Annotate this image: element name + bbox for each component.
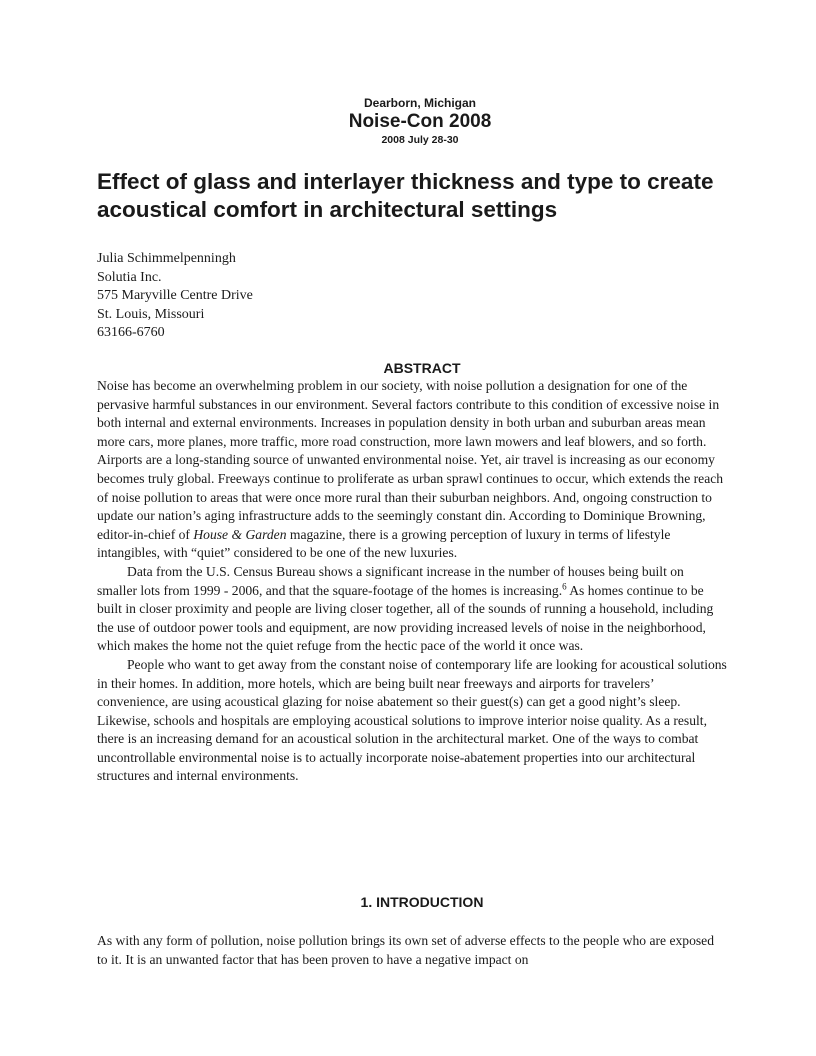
- abstract-paragraph-2: [97, 563, 727, 656]
- introduction-heading: 1. INTRODUCTION: [360, 894, 484, 910]
- reference-marker: 6: [562, 581, 567, 591]
- introduction-paragraph-1: As with any form of pollution, noise pollution brings its own set of adverse effects to the people who are exposed to it. It is an unwanted factor that has been proven to have a negative impact on: [97, 933, 715, 967]
- author-city: St. Louis, Missouri: [97, 306, 205, 322]
- abstract-heading: ABSTRACT: [383, 360, 461, 376]
- magazine-title: House & Garden: [193, 526, 287, 542]
- author-zip: 63166-6760: [97, 325, 165, 340]
- abstract-p1-text: Noise has become an overwhelming problem in our society, with noise pollution a designation for one of the pervasive harmful substances in our environment. Several factors contribute to this condition of excessive noise in both internal and external environments. Increases in population density in both urban and suburban areas mean more cars, more planes, more traffic, more road construction, more lawn mowers and leaf blowers, and so forth. Airports are a long-standing source of unwanted environmental noise. Yet, air travel is increasing as our economy becomes truly global. Freeways continue to proliferate as urban sprawl continues to occur, which extends the reach of noise pollution to areas that were once more rural than their suburban neighbors. And, ongoing construction to update our nation’s aging infrastructure adds to the seemingly constant din. According to Dominique Browning, editor-in-chief of: [97, 378, 724, 542]
- abstract-p2-text: Data from the U.S. Census Bureau shows a significant increase in the number of houses being built on smaller lots from 1999 - 2006, and that the square-footage of the homes is increasing.: [97, 563, 684, 598]
- author-street: 575 Maryville Centre Drive: [97, 288, 253, 303]
- abstract-body: [97, 377, 727, 786]
- introduction-body: [97, 932, 727, 969]
- abstract-p2-text-end: As homes continue to be built in closer proximity and people are living closer together, all of the sounds of running a household, including the use of outdoor power tools and equipment, are now providing increased levels of noise in the neighborhood, which makes the home not the quiet refuge from the hectic pace of the world it once was.: [97, 582, 714, 654]
- abstract-paragraph-3: People who want to get away from the constant noise of contemporary life are looking for acoustical solutions in their homes. In addition, more hotels, which are being built near freeways and airports for travelers’ convenience, are using acoustical glazing for noise abatement so their guest(s) can get a good night’s sleep. Likewise, schools and hospitals are employing acoustical solutions to improve interior noise quality. As a result, there is an increasing demand for an acoustical solution in the architectural market. One of the ways to combat uncontrollable environmental noise is to actually incorporate noise-abatement properties into our architectural structures and internal environments.: [97, 656, 727, 784]
- abstract-paragraph-1: [97, 377, 727, 563]
- abstract-p1-text-end: magazine, there is a growing perception of luxury in terms of lifestyle intangibles, with “quiet” considered to be one of the new luxuries.: [97, 526, 671, 561]
- author-name: Julia Schimmelpenningh: [97, 251, 236, 266]
- conference-location: Dearborn, Michigan: [363, 96, 476, 110]
- author-affiliation: Solutia Inc.: [97, 269, 162, 285]
- author-block: [97, 250, 253, 343]
- conference-dates: 2008 July 28-30: [381, 134, 459, 146]
- paper-title: Effect of glass and interlayer thickness and type to create acoustical comfort in architectural settings: [97, 169, 714, 222]
- conference-name: Noise-Con 2008: [348, 111, 492, 132]
- conference-header: [0, 95, 816, 147]
